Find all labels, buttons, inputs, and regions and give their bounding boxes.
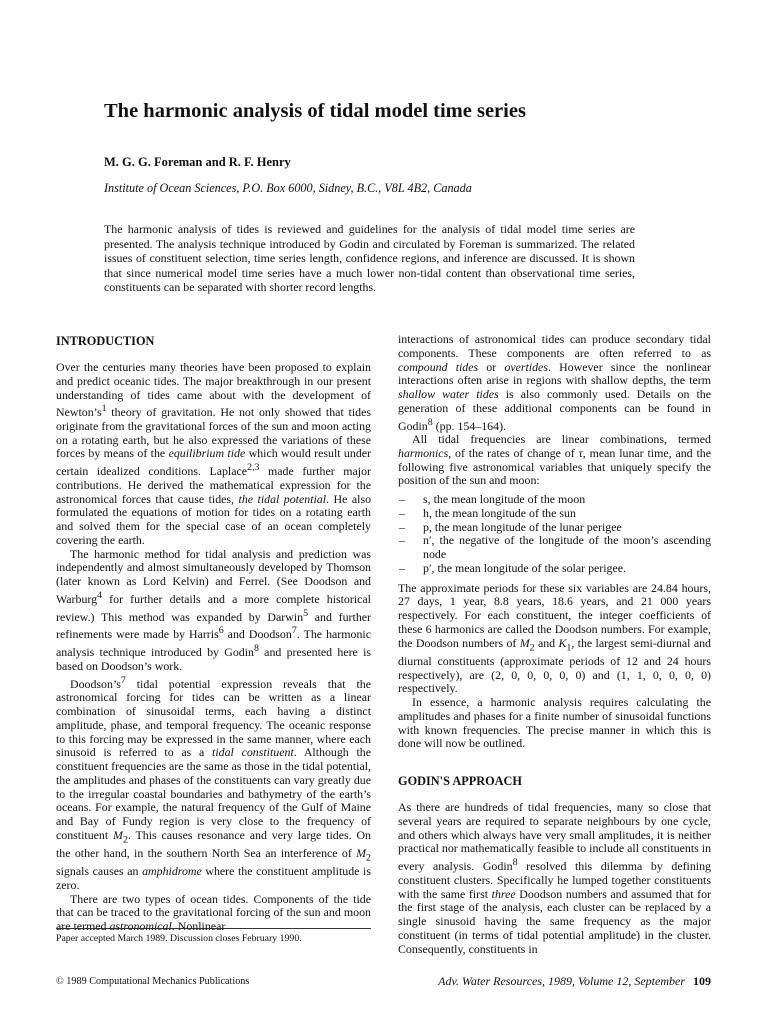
footnote: Paper accepted March 1989. Discussion closes February 1990.	[56, 933, 302, 944]
page-number: 109	[693, 974, 711, 988]
right-column	[398, 333, 711, 956]
list-dash: –	[399, 519, 405, 534]
paper-title: The harmonic analysis of tidal model time series	[104, 100, 526, 122]
left-column	[56, 333, 371, 934]
list-item	[398, 493, 711, 507]
footnote-divider	[56, 928, 371, 929]
section-heading-godins-approach: GODIN'S APPROACH	[398, 774, 523, 789]
list-item-text: p′, the mean longitude of the solar perigee.	[423, 560, 627, 575]
intro-paragraph-5: interactions of astronomical tides can produce secondary tidal components. These components are often referred to as compound tides or overtides. However since the nonlinear interactions often arise in regions with shallow depths, the term shallow water tides is also commonly used. Details on the generation of these additional components can be found in Godin$^8$ (pp. 154–164).	[398, 332, 711, 433]
list-item-text: n′, the negative of the longitude of the moon’s ascending node	[423, 533, 711, 562]
abstract: The harmonic analysis of tides is reviewed and guidelines for the analysis of tidal model time series are presented. The analysis technique introduced by Godin and circulated by Foreman is summarized. The related issues of constituent selection, time series length, confidence regions, and inference are discussed. It is shown that since numerical model time series have a much lower non-tidal content than observational time series, constituents can be separated with shorter record lengths.	[104, 222, 635, 295]
intro-paragraph-1: Over the centuries many theories have been proposed to explain and predict oceanic tides. The major breakthrough in our present understanding of tides came about with the development of $Newton’s^1$ theory of gravitation. He not only showed that tides originate from the gravitational forces of the sun and moon acting on a rotating earth, but he also expressed the variations of these forces by means of the equilibrium tide which would result under certain idealized conditions. Laplace$^{2,3}$ made further major contributions. He derived the mathematical expression for the astronomical forces that cause tides, the tidal potential. He also formulated the equations of motion for tides on a rotating earth and solved them for the special case of an ocean completely covering the earth.	[56, 360, 372, 547]
list-item-text: s, the mean longitude of the moon	[423, 492, 586, 507]
journal-citation: Adv. Water Resources, 1989, Volume 12, September	[438, 974, 685, 988]
intro-paragraph-4: There are two types of ocean tides. Components of the tide that can be traced to the gravitational forcing of the sun and moon are termed astronomical. Nonlinear	[56, 891, 371, 934]
list-item	[398, 562, 711, 576]
intro-paragraph-7: The approximate periods for these six variables are 24.84 hours, 27 days, 1 year, 8.8 years, 18.6 years, and 21 000 years respectively. For each constituent, the integer coefficients of these 6 harmonics are called the Doodson numbers. For example, the Doodson numbers of $M_2$ and $K_1$, the largest semi-diurnal and diurnal constituents (approximate periods of 12 and 24 hours respectively), are (2, 0, 0, 0, 0, 0) and (1, 1, 0, 0, 0, 0) respectively.	[398, 580, 712, 696]
copyright-notice: © 1989 Computational Mechanics Publications	[56, 976, 250, 987]
list-item	[398, 507, 711, 521]
list-item	[398, 521, 711, 535]
godin-paragraph-1: As there are hundreds of tidal frequencies, many so close that several years are required to separate neighbours by one cycle, and others which always have very small amplitudes, it is neither practical nor mathematically feasible to include all constituents in every analysis. Godin$^8$ resolved this dilemma by defining constituent clusters. Specifically he lumped together constituents with the same first three Doodson numbers and assumed that for the first stage of the analysis, each cluster can be replaced by a single sinusoid having the same frequency as the major constituent (in terms of tidal potential amplitude) in the cluster. Consequently, constituents in	[398, 800, 712, 956]
list-item-text: h, the mean longitude of the sun	[423, 505, 576, 520]
list-dash: –	[399, 492, 405, 507]
intro-paragraph-8: In essence, a harmonic analysis requires calculating the amplitudes and phases for a finite number of sinusoidal functions with known frequencies. The precise manner in which this is done will now be outlined.	[398, 695, 711, 751]
intro-paragraph-2: The harmonic method for tidal analysis and prediction was independently and almost simultaneously developed by Thomson (later known as Lord Kelvin) and Ferrel. (See Doodson and Warburg$^4$ for further details and a more complete historical review.) This method was expanded by Darwin$^5$ and further refinements were made by Harris$^6$ and Doodson$^7$. The harmonic analysis technique introduced by Godin$^8$ and presented here is based on Doodson’s work.	[56, 546, 372, 673]
list-item	[398, 534, 711, 562]
journal-footer	[438, 974, 711, 989]
list-dash: –	[399, 505, 405, 520]
astronomical-variables-list	[398, 493, 711, 576]
list-dash: –	[399, 533, 405, 548]
paper-authors: M. G. G. Foreman and R. F. Henry	[104, 155, 291, 169]
intro-paragraph-6: All tidal frequencies are linear combinations, termed harmonics, of the rates of change of τ, mean lunar time, and the following five astronomical variables that uniquely specify the position of the sun and moon:	[398, 432, 711, 488]
author-affiliation: Institute of Ocean Sciences, P.O. Box 6000, Sidney, B.C., V8L 4B2, Canada	[104, 181, 472, 195]
section-heading-introduction: INTRODUCTION	[56, 334, 155, 348]
list-dash: –	[399, 560, 405, 575]
list-item-text: p, the mean longitude of the lunar perigee	[423, 519, 622, 534]
intro-paragraph-3: $Doodson’s^7$ tidal potential expression reveals that the astronomical forcing for tides can be written as a linear combination of sinusoidal terms, each having a distinct amplitude, phase, and temporal frequency. The oceanic response to this forcing may be expressed in the same manner, where each sinusoid is referred to as a tidal constituent. Although the constituent frequencies are the same as those in the tidal potential, the amplitudes and phases of the constituents can vary greatly due to the irregular coastal boundaries and bathymetry of the earth’s oceans. For example, the natural frequency of the Gulf of Maine and Bay of Fundy region is very close to the frequency of constituent $M_2$. This causes resonance and very large tides. On the other hand, in the southern North Sea an interference of $M_2$ signals causes an amphidrome where the constituent amplitude is zero.	[56, 674, 371, 892]
